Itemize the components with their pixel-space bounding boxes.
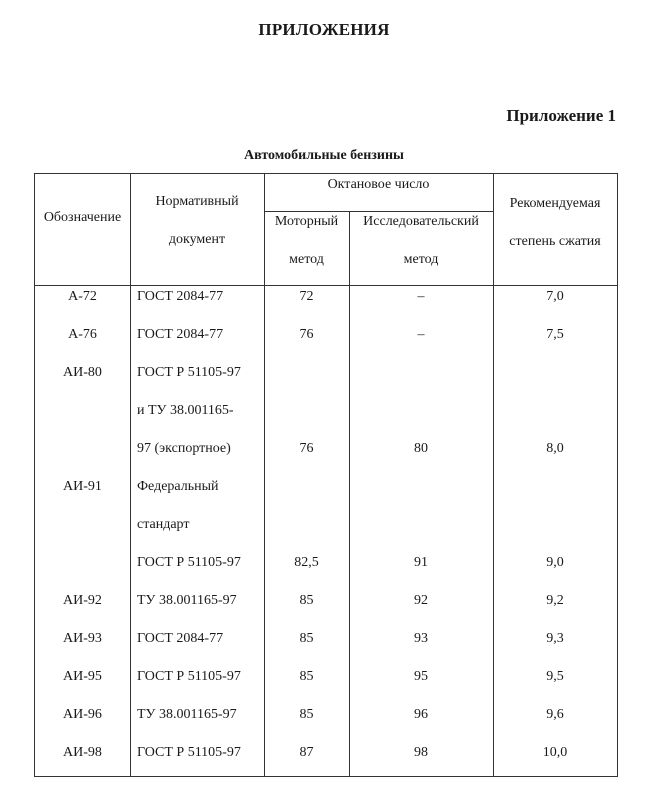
document-cell: 97 (экспортное): [137, 441, 231, 456]
compression-cell: 9,3: [546, 631, 564, 646]
compression-cell: 8,0: [546, 441, 564, 456]
document-cell: Федеральный: [137, 479, 219, 494]
header-designation: Обозначение: [43, 210, 122, 225]
page-title: ПРИЛОЖЕНИЯ: [258, 20, 390, 39]
motor-octane-cell: 82,5: [294, 555, 319, 570]
motor-octane-cell: 72: [299, 289, 314, 304]
designation-cell: АИ-96: [63, 707, 102, 722]
designation-cell: АИ-80: [63, 365, 102, 380]
document-cell: ТУ 38.001165-97: [137, 593, 237, 608]
header-octane-number: Октановое число: [327, 177, 430, 192]
research-octane-cell: –: [417, 327, 425, 342]
compression-cell: 9,6: [546, 707, 564, 722]
gasoline-table: [34, 173, 618, 777]
document-cell: ГОСТ Р 51105-97: [137, 745, 241, 760]
document-cell: ТУ 38.001165-97: [137, 707, 237, 722]
header-compression-1: Рекомендуемая: [509, 196, 601, 211]
header-research-1: Исследовательский: [363, 214, 479, 229]
designation-cell: АИ-93: [63, 631, 102, 646]
research-octane-cell: 92: [414, 593, 428, 608]
compression-cell: 10,0: [542, 745, 568, 760]
motor-octane-cell: 76: [299, 327, 314, 342]
header-normative-doc-1: Нормативный: [155, 194, 239, 209]
document-cell: ГОСТ 2084-77: [137, 289, 224, 304]
motor-octane-cell: 85: [299, 669, 314, 684]
designation-cell: АИ-91: [63, 479, 102, 494]
document-cell: ГОСТ Р 51105-97: [137, 669, 241, 684]
header-compression-2: степень сжатия: [509, 234, 601, 249]
designation-cell: АИ-95: [63, 669, 102, 684]
table-caption: Автомобильные бензины: [244, 148, 404, 163]
document-cell: стандарт: [137, 517, 190, 532]
designation-cell: АИ-98: [63, 745, 102, 760]
compression-cell: 9,0: [546, 555, 564, 570]
document-cell: и ТУ 38.001165-: [137, 403, 234, 418]
motor-octane-cell: 85: [299, 593, 314, 608]
designation-cell: А-76: [68, 327, 97, 342]
research-octane-cell: 93: [414, 631, 428, 646]
header-motor-1: Моторный: [274, 214, 339, 229]
row-divider: [264, 211, 493, 212]
header-normative-doc-2: документ: [168, 232, 226, 247]
research-octane-cell: 98: [414, 745, 428, 760]
research-octane-cell: 96: [414, 707, 428, 722]
document-cell: ГОСТ Р 51105-97: [137, 365, 241, 380]
appendix-label: Приложение 1: [506, 106, 616, 125]
designation-cell: АИ-92: [63, 593, 102, 608]
motor-octane-cell: 85: [299, 631, 314, 646]
research-octane-cell: 95: [414, 669, 428, 684]
designation-cell: А-72: [68, 289, 97, 304]
column-divider: [130, 174, 131, 776]
research-octane-cell: 80: [414, 441, 428, 456]
header-research-2: метод: [403, 252, 439, 267]
research-octane-cell: –: [417, 289, 425, 304]
motor-octane-cell: 87: [299, 745, 314, 760]
compression-cell: 9,2: [546, 593, 564, 608]
compression-cell: 7,0: [546, 289, 564, 304]
compression-cell: 9,5: [546, 669, 564, 684]
document-cell: ГОСТ 2084-77: [137, 631, 224, 646]
research-octane-cell: 91: [414, 555, 428, 570]
header-motor-2: метод: [289, 252, 324, 267]
document-cell: ГОСТ 2084-77: [137, 327, 224, 342]
motor-octane-cell: 85: [299, 707, 314, 722]
compression-cell: 7,5: [546, 327, 564, 342]
document-cell: ГОСТ Р 51105-97: [137, 555, 241, 570]
motor-octane-cell: 76: [299, 441, 314, 456]
